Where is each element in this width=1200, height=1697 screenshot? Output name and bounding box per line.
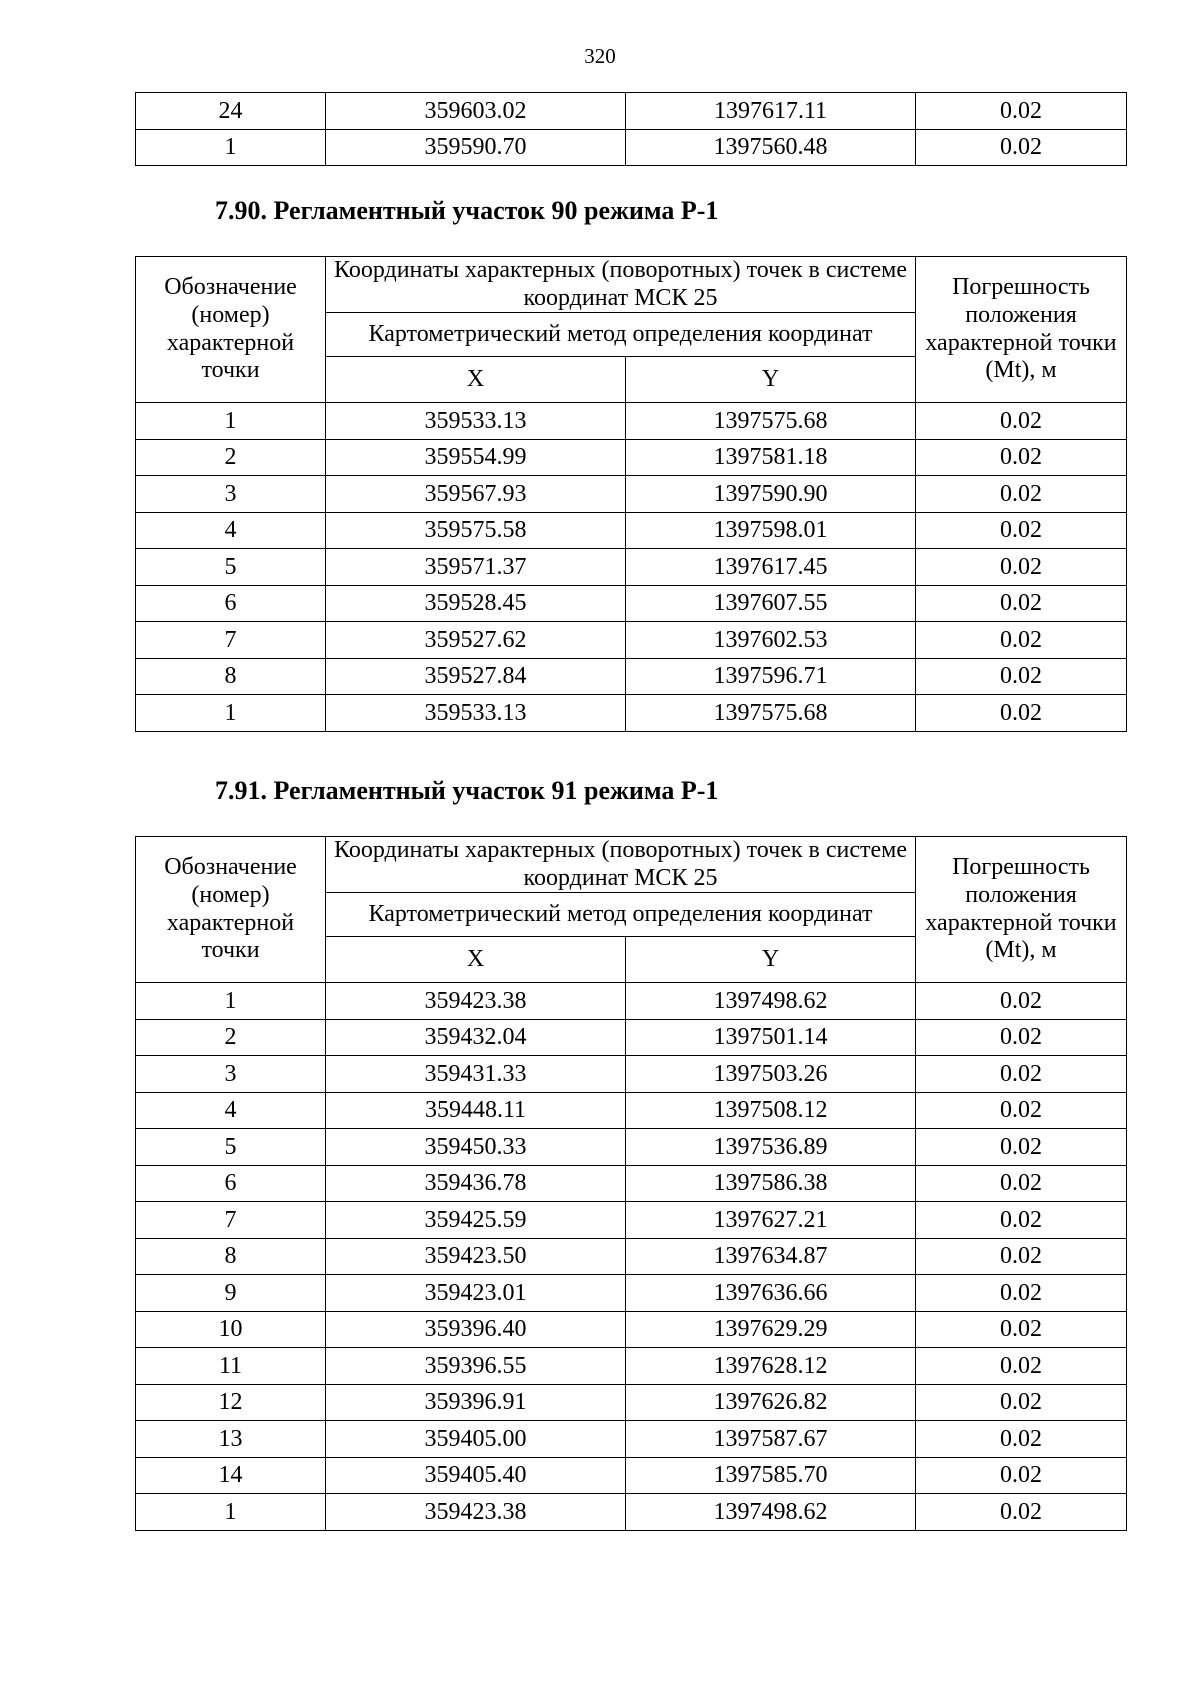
point-number: 5 bbox=[136, 1129, 326, 1166]
accuracy-value: 0.02 bbox=[916, 1165, 1127, 1202]
page-number: 320 bbox=[584, 44, 616, 68]
y-coordinate: 1397636.66 bbox=[626, 1275, 916, 1312]
coords-system-header: Координаты характерных (поворотных) точек в системе координат МСК 25 bbox=[326, 837, 916, 893]
table-row bbox=[136, 476, 1127, 513]
table-row bbox=[136, 1311, 1127, 1348]
accuracy-header: Погрешность положения характерной точки (Mt), м bbox=[916, 257, 1127, 403]
x-coordinate: 359603.02 bbox=[326, 93, 626, 130]
method-header: Картометрический метод определения координат bbox=[326, 893, 916, 937]
y-coordinate: 1397627.21 bbox=[626, 1202, 916, 1239]
accuracy-value: 0.02 bbox=[916, 1056, 1127, 1093]
accuracy-value: 0.02 bbox=[916, 1129, 1127, 1166]
table-row bbox=[136, 403, 1127, 440]
y-coordinate: 1397626.82 bbox=[626, 1384, 916, 1421]
point-number: 1 bbox=[136, 129, 326, 166]
x-coordinate: 359575.58 bbox=[326, 512, 626, 549]
point-number: 8 bbox=[136, 1238, 326, 1275]
designation-header: Обозначение (номер) характерной точки bbox=[136, 837, 326, 983]
point-number: 24 bbox=[136, 93, 326, 130]
table-row bbox=[136, 1238, 1127, 1275]
table-row bbox=[136, 1165, 1127, 1202]
section-title: 7.91. Регламентный участок 91 режима Р-1 bbox=[215, 776, 719, 805]
accuracy-value: 0.02 bbox=[916, 1457, 1127, 1494]
y-coordinate: 1397498.62 bbox=[626, 983, 916, 1020]
accuracy-value: 0.02 bbox=[916, 1421, 1127, 1458]
table-row bbox=[136, 695, 1127, 732]
table-row bbox=[136, 1092, 1127, 1129]
y-coordinate: 1397536.89 bbox=[626, 1129, 916, 1166]
table-row bbox=[136, 1421, 1127, 1458]
point-number: 9 bbox=[136, 1275, 326, 1312]
x-coordinate: 359554.99 bbox=[326, 439, 626, 476]
x-coordinate: 359590.70 bbox=[326, 129, 626, 166]
table-row bbox=[136, 658, 1127, 695]
point-number: 3 bbox=[136, 476, 326, 513]
table-row bbox=[136, 983, 1127, 1020]
x-coordinate: 359533.13 bbox=[326, 403, 626, 440]
y-coordinate: 1397575.68 bbox=[626, 403, 916, 440]
y-coordinate: 1397590.90 bbox=[626, 476, 916, 513]
y-coordinate: 1397575.68 bbox=[626, 695, 916, 732]
accuracy-value: 0.02 bbox=[916, 476, 1127, 513]
section-title: 7.90. Регламентный участок 90 режима Р-1 bbox=[215, 196, 719, 225]
coordinates-table-continuation bbox=[135, 92, 1127, 166]
y-coordinate: 1397498.62 bbox=[626, 1494, 916, 1531]
point-number: 1 bbox=[136, 1494, 326, 1531]
accuracy-value: 0.02 bbox=[916, 695, 1127, 732]
accuracy-value: 0.02 bbox=[916, 622, 1127, 659]
point-number: 3 bbox=[136, 1056, 326, 1093]
y-coordinate: 1397585.70 bbox=[626, 1457, 916, 1494]
accuracy-value: 0.02 bbox=[916, 439, 1127, 476]
accuracy-value: 0.02 bbox=[916, 1311, 1127, 1348]
accuracy-value: 0.02 bbox=[916, 129, 1127, 166]
y-coordinate: 1397560.48 bbox=[626, 129, 916, 166]
table-row bbox=[136, 1457, 1127, 1494]
table-row bbox=[136, 1202, 1127, 1239]
point-number: 5 bbox=[136, 549, 326, 586]
x-coordinate: 359396.55 bbox=[326, 1348, 626, 1385]
y-coordinate: 1397629.29 bbox=[626, 1311, 916, 1348]
table-row bbox=[136, 1494, 1127, 1531]
y-coordinate: 1397602.53 bbox=[626, 622, 916, 659]
method-header: Картометрический метод определения координат bbox=[326, 313, 916, 357]
x-coordinate: 359423.38 bbox=[326, 983, 626, 1020]
y-header: Y bbox=[626, 937, 916, 983]
accuracy-value: 0.02 bbox=[916, 1238, 1127, 1275]
table-body bbox=[136, 403, 1127, 732]
table-row bbox=[136, 129, 1127, 166]
accuracy-value: 0.02 bbox=[916, 549, 1127, 586]
table-row bbox=[136, 1275, 1127, 1312]
y-coordinate: 1397634.87 bbox=[626, 1238, 916, 1275]
point-number: 4 bbox=[136, 1092, 326, 1129]
point-number: 4 bbox=[136, 512, 326, 549]
table-row bbox=[136, 585, 1127, 622]
y-coordinate: 1397607.55 bbox=[626, 585, 916, 622]
accuracy-value: 0.02 bbox=[916, 1384, 1127, 1421]
x-coordinate: 359528.45 bbox=[326, 585, 626, 622]
coordinates-table bbox=[135, 256, 1127, 732]
x-coordinate: 359571.37 bbox=[326, 549, 626, 586]
accuracy-value: 0.02 bbox=[916, 983, 1127, 1020]
x-coordinate: 359405.00 bbox=[326, 1421, 626, 1458]
point-number: 7 bbox=[136, 1202, 326, 1239]
y-coordinate: 1397587.67 bbox=[626, 1421, 916, 1458]
x-coordinate: 359423.01 bbox=[326, 1275, 626, 1312]
accuracy-value: 0.02 bbox=[916, 93, 1127, 130]
y-coordinate: 1397598.01 bbox=[626, 512, 916, 549]
x-coordinate: 359436.78 bbox=[326, 1165, 626, 1202]
x-coordinate: 359527.62 bbox=[326, 622, 626, 659]
designation-header: Обозначение (номер) характерной точки bbox=[136, 257, 326, 403]
coordinates-table bbox=[135, 836, 1127, 1531]
x-coordinate: 359405.40 bbox=[326, 1457, 626, 1494]
x-coordinate: 359567.93 bbox=[326, 476, 626, 513]
y-coordinate: 1397617.45 bbox=[626, 549, 916, 586]
x-coordinate: 359423.50 bbox=[326, 1238, 626, 1275]
x-coordinate: 359396.91 bbox=[326, 1384, 626, 1421]
point-number: 1 bbox=[136, 403, 326, 440]
x-coordinate: 359450.33 bbox=[326, 1129, 626, 1166]
table-row bbox=[136, 93, 1127, 130]
accuracy-value: 0.02 bbox=[916, 585, 1127, 622]
x-header: X bbox=[326, 937, 626, 983]
point-number: 2 bbox=[136, 1019, 326, 1056]
table-row bbox=[136, 549, 1127, 586]
point-number: 6 bbox=[136, 1165, 326, 1202]
accuracy-header: Погрешность положения характерной точки (Mt), м bbox=[916, 837, 1127, 983]
point-number: 13 bbox=[136, 1421, 326, 1458]
y-header: Y bbox=[626, 357, 916, 403]
accuracy-value: 0.02 bbox=[916, 1019, 1127, 1056]
point-number: 1 bbox=[136, 695, 326, 732]
y-coordinate: 1397628.12 bbox=[626, 1348, 916, 1385]
x-coordinate: 359425.59 bbox=[326, 1202, 626, 1239]
table-row bbox=[136, 1129, 1127, 1166]
y-coordinate: 1397617.11 bbox=[626, 93, 916, 130]
accuracy-value: 0.02 bbox=[916, 1348, 1127, 1385]
accuracy-value: 0.02 bbox=[916, 658, 1127, 695]
x-coordinate: 359448.11 bbox=[326, 1092, 626, 1129]
x-coordinate: 359431.33 bbox=[326, 1056, 626, 1093]
y-coordinate: 1397581.18 bbox=[626, 439, 916, 476]
point-number: 11 bbox=[136, 1348, 326, 1385]
point-number: 12 bbox=[136, 1384, 326, 1421]
point-number: 6 bbox=[136, 585, 326, 622]
x-coordinate: 359432.04 bbox=[326, 1019, 626, 1056]
coords-system-header: Координаты характерных (поворотных) точек в системе координат МСК 25 bbox=[326, 257, 916, 313]
table-body bbox=[136, 983, 1127, 1531]
accuracy-value: 0.02 bbox=[916, 403, 1127, 440]
table-row bbox=[136, 1384, 1127, 1421]
x-header: X bbox=[326, 357, 626, 403]
point-number: 10 bbox=[136, 1311, 326, 1348]
point-number: 2 bbox=[136, 439, 326, 476]
accuracy-value: 0.02 bbox=[916, 1275, 1127, 1312]
accuracy-value: 0.02 bbox=[916, 512, 1127, 549]
x-coordinate: 359527.84 bbox=[326, 658, 626, 695]
point-number: 1 bbox=[136, 983, 326, 1020]
table-row bbox=[136, 1019, 1127, 1056]
point-number: 7 bbox=[136, 622, 326, 659]
y-coordinate: 1397508.12 bbox=[626, 1092, 916, 1129]
accuracy-value: 0.02 bbox=[916, 1092, 1127, 1129]
accuracy-value: 0.02 bbox=[916, 1202, 1127, 1239]
accuracy-value: 0.02 bbox=[916, 1494, 1127, 1531]
table-row bbox=[136, 439, 1127, 476]
point-number: 14 bbox=[136, 1457, 326, 1494]
y-coordinate: 1397596.71 bbox=[626, 658, 916, 695]
point-number: 8 bbox=[136, 658, 326, 695]
table-row bbox=[136, 512, 1127, 549]
x-coordinate: 359533.13 bbox=[326, 695, 626, 732]
x-coordinate: 359423.38 bbox=[326, 1494, 626, 1531]
y-coordinate: 1397501.14 bbox=[626, 1019, 916, 1056]
y-coordinate: 1397586.38 bbox=[626, 1165, 916, 1202]
y-coordinate: 1397503.26 bbox=[626, 1056, 916, 1093]
table-row bbox=[136, 1056, 1127, 1093]
table-row bbox=[136, 1348, 1127, 1385]
x-coordinate: 359396.40 bbox=[326, 1311, 626, 1348]
table-row bbox=[136, 622, 1127, 659]
